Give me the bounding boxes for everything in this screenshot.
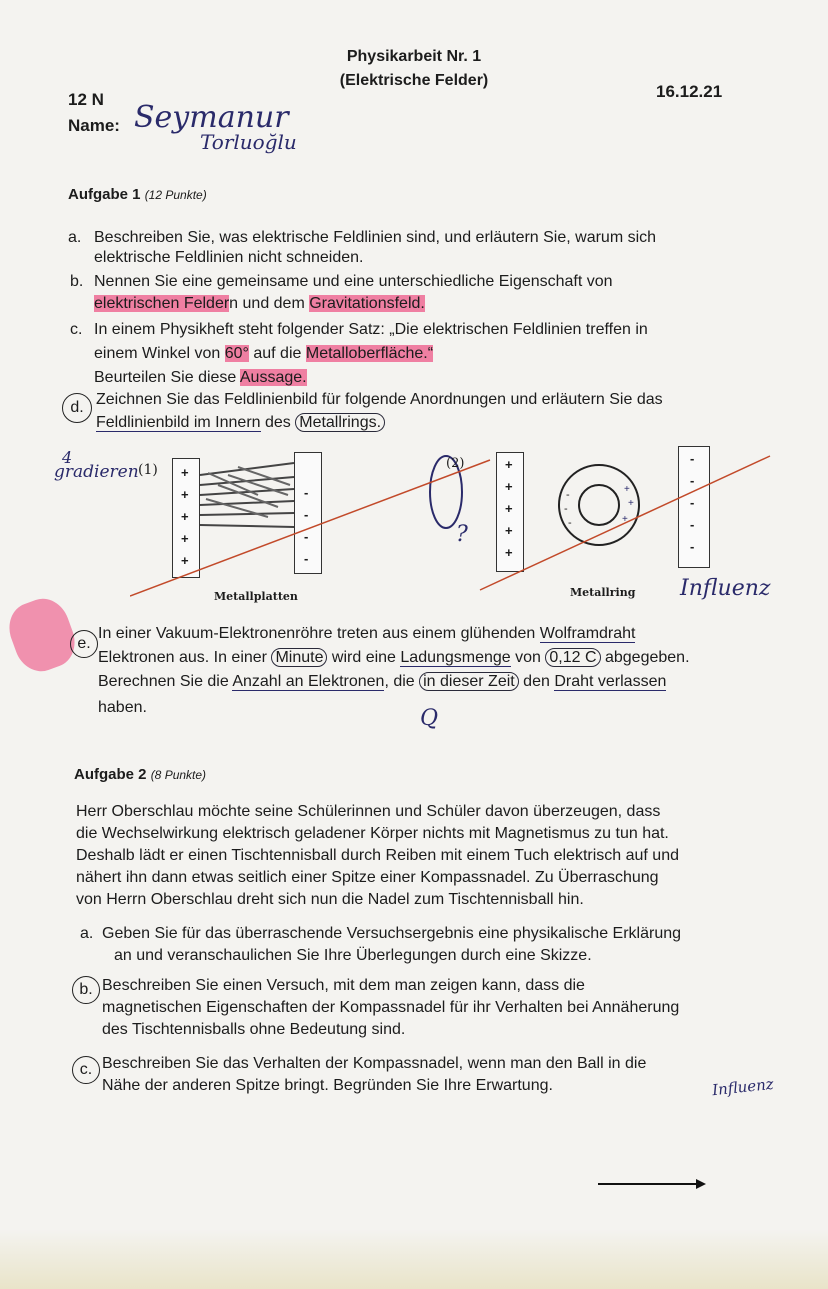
task1-a-line1: Beschreiben Sie, was elektrische Feldlinien sind, und erläutern Sie, warum sich bbox=[94, 229, 657, 246]
task1-b-label: b. bbox=[70, 273, 84, 290]
fig1-caption: Metallplatten bbox=[214, 590, 298, 603]
pink-highlight-scribble bbox=[2, 592, 82, 678]
fig2-caption: Metallring bbox=[570, 586, 636, 599]
task2-c-line1: Beschreiben Sie das Verhalten der Kompassnadel, wenn man den Ball in die bbox=[102, 1055, 647, 1072]
student-name-handwritten: Seymanur bbox=[134, 100, 289, 135]
svg-text:+: + bbox=[628, 498, 634, 509]
hw-task2-influenz-note: Influenz bbox=[711, 1074, 775, 1100]
task2-c-label: c. bbox=[72, 1056, 100, 1084]
task1-c-line3: Beurteilen Sie diese Aussage. bbox=[94, 369, 307, 386]
task1-e-line1: In einer Vakuum-Elektronenröhre treten aus einem glühenden Wolframdraht bbox=[98, 625, 636, 642]
task1-a-label: a. bbox=[68, 229, 82, 246]
page-title-line1: Physikarbeit Nr. 1 bbox=[346, 48, 482, 65]
svg-text:-: - bbox=[564, 503, 568, 515]
task2-b-line2: magnetischen Eigenschaften der Kompassnadel für ihr Verhalten bei Annäherung bbox=[102, 999, 680, 1016]
task2-c-line2: Nähe der anderen Spitze bringt. Begründen Sie Ihre Erwartung. bbox=[102, 1077, 553, 1094]
paper-bottom-shadow bbox=[0, 1229, 828, 1289]
ring-negative-plate: - - - - - bbox=[678, 446, 710, 568]
svg-text:+: + bbox=[624, 484, 630, 495]
class-label: 12 N bbox=[68, 90, 104, 109]
task1-e-label: e. bbox=[70, 630, 98, 658]
task2-heading bbox=[74, 766, 206, 783]
task1-b-line1: Nennen Sie eine gemeinsame und eine unterschiedliche Eigenschaft von bbox=[94, 273, 613, 290]
page-title-line2: (Elektrische Felder) bbox=[339, 72, 489, 89]
hw-question-mark: ? bbox=[456, 522, 468, 547]
svg-text:-: - bbox=[566, 489, 570, 501]
next-page-arrow-icon bbox=[596, 1176, 710, 1192]
task1-e-line2: Elektronen aus. In einer Minute wird eine Ladungsmenge von 0,12 C abgegeben. bbox=[98, 649, 690, 666]
task1-d-line2: Feldlinienbild im Innern des Metallrings. bbox=[96, 413, 385, 433]
task2-b-line3: des Tischtennisballs ohne Bedeutung sind. bbox=[102, 1021, 406, 1038]
ring-positive-plate: + + + + + bbox=[496, 452, 524, 572]
task1-d-label: d. bbox=[62, 393, 92, 423]
task2-p-line3: Deshalb lädt er einen Tischtennisball durch Reiben mit einem Tuch elektrisch auf und bbox=[76, 847, 679, 864]
task2-b-line1: Beschreiben Sie einen Versuch, mit dem man zeigen kann, dass die bbox=[102, 977, 585, 994]
name-label: Name: bbox=[68, 116, 120, 135]
task1-points: (12 Punkte) bbox=[144, 188, 207, 202]
task1-e-line4: haben. bbox=[98, 699, 147, 716]
svg-text:+: + bbox=[622, 514, 628, 525]
task1-heading bbox=[68, 186, 207, 203]
task1-d-line1: Zeichnen Sie das Feldlinienbild für folgende Anordnungen und erläutern Sie das bbox=[96, 391, 663, 408]
task1-e-line3: Berechnen Sie die Anzahl an Elektronen, die in dieser Zeit den Draht verlassen bbox=[98, 673, 667, 690]
task2-a-label: a. bbox=[80, 925, 94, 942]
task2-p-line5: von Herrn Oberschlau dreht sich nun die Nadel zum Tischtennisball hin. bbox=[76, 891, 584, 908]
hw-q-note: Q bbox=[420, 706, 439, 731]
task2-points: (8 Punkte) bbox=[150, 768, 207, 782]
fig1-label: (1) bbox=[138, 462, 158, 478]
task1-b-line2: elektrischen Feldern und dem Gravitationsfeld. bbox=[94, 295, 425, 312]
task1-c-label: c. bbox=[70, 321, 83, 338]
task2-a-line2: an und veranschaulichen Sie Ihre Überlegungen durch eine Skizze. bbox=[114, 947, 592, 964]
student-surname-handwritten: Torluoğlu bbox=[200, 130, 297, 154]
hw-fig1-note: gradieren bbox=[54, 462, 139, 482]
task2-a-line1: Geben Sie für das überraschende Versuchsergebnis eine physikalische Erklärung bbox=[102, 925, 682, 942]
hw-influenz-note: Influenz bbox=[680, 576, 771, 601]
task1-a-line2: elektrische Feldlinien nicht schneiden. bbox=[94, 249, 364, 266]
task1-c-line1: In einem Physikheft steht folgender Satz: „Die elektrischen Feldlinien treffen in bbox=[94, 321, 648, 338]
task2-p-line4: nähert ihn dann etwas seitlich einer Spitze einer Kompassnadel. Zu Überraschung bbox=[76, 869, 659, 886]
task2-title: Aufgabe 2 bbox=[74, 766, 147, 783]
fig2-label: (2) bbox=[446, 456, 465, 471]
negative-plate: - - - - bbox=[294, 452, 322, 574]
hw-fig1-note-number: 4 bbox=[62, 448, 73, 467]
task2-b-label: b. bbox=[72, 976, 100, 1004]
task2-p-line2: die Wechselwirkung elektrisch geladener Körper nichts mit Magnetismus zu tun hat. bbox=[76, 825, 669, 842]
exam-date: 16.12.21 bbox=[656, 82, 723, 101]
positive-plate: + + + + + bbox=[172, 458, 200, 578]
task1-title: Aufgabe 1 bbox=[68, 186, 141, 203]
task2-p-line1: Herr Oberschlau möchte seine Schülerinnen und Schüler davon überzeugen, dass bbox=[76, 803, 661, 820]
svg-text:-: - bbox=[568, 517, 572, 529]
task1-c-line2: einem Winkel von 60° auf die Metalloberfläche.“ bbox=[94, 345, 434, 362]
